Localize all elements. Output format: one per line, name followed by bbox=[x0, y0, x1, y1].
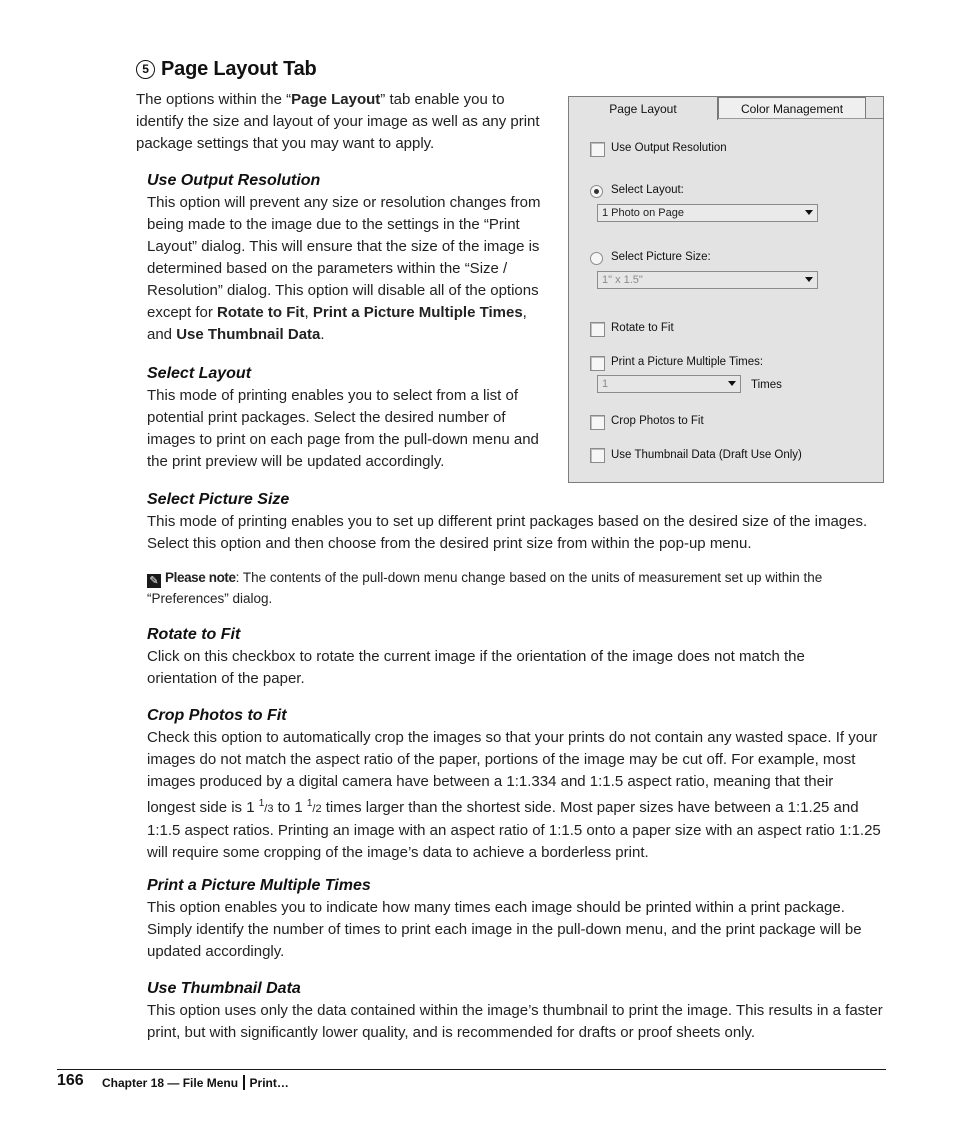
para-use-output-resolution: This option will prevent any size or resolution changes from being made to the image due to the settings in the “Print Layout” dialog. This will ensure that the size of the image is determined based on the parameters within the “Size / Resolution” dialog. This option will disable all of the options except for Rotate to Fit, Print a Picture Multiple Times, and Use Thumbnail Data. bbox=[147, 194, 541, 343]
use-output-resolution-checkbox[interactable] bbox=[590, 142, 605, 157]
select-layout-label: Select Layout: bbox=[611, 184, 684, 196]
crop-photos-checkbox[interactable] bbox=[590, 415, 605, 430]
section-number-badge: 5 bbox=[136, 60, 155, 79]
crop-photos-label: Crop Photos to Fit bbox=[611, 415, 704, 427]
page-title bbox=[136, 58, 317, 81]
select-picture-size-radio[interactable] bbox=[590, 252, 603, 265]
multiple-times-dropdown[interactable]: 1 bbox=[597, 375, 741, 393]
chevron-down-icon bbox=[805, 210, 813, 215]
intro-paragraph: The options within the “Page Layout” tab enable you to identify the size and layout of your image as well as any print package settings that you may want to apply. bbox=[136, 91, 540, 152]
heading-select-picture-size: Select Picture Size bbox=[147, 491, 290, 508]
use-thumbnail-checkbox[interactable] bbox=[590, 448, 605, 463]
para-use-thumbnail-data: This option uses only the data contained within the image’s thumbnail to print the image. This results in a faster print, but with significantly lower quality, and is recommended for drafts or proof sheets only. bbox=[147, 1002, 883, 1041]
select-picture-size-label: Select Picture Size: bbox=[611, 251, 711, 263]
tab-page-layout[interactable]: Page Layout bbox=[569, 97, 718, 120]
rotate-to-fit-checkbox[interactable] bbox=[590, 322, 605, 337]
heading-use-thumbnail-data: Use Thumbnail Data bbox=[147, 980, 301, 997]
para-rotate-to-fit: Click on this checkbox to rotate the current image if the orientation of the image does not match the orientation of the paper. bbox=[147, 648, 805, 687]
select-layout-radio[interactable] bbox=[590, 185, 603, 198]
footer-separator bbox=[243, 1075, 245, 1090]
heading-print-multiple-times: Print a Picture Multiple Times bbox=[147, 877, 371, 894]
please-note: ✎ Please note: The contents of the pull-down menu change based on the units of measurement set up within the “Preferences” dialog. bbox=[147, 570, 823, 606]
footer-breadcrumb: Chapter 18 — File Menu Print… bbox=[102, 1076, 289, 1090]
print-multiple-label: Print a Picture Multiple Times: bbox=[611, 356, 764, 368]
rotate-to-fit-label: Rotate to Fit bbox=[611, 322, 674, 334]
intro-bold: Page Layout bbox=[291, 91, 381, 108]
footer-divider bbox=[57, 1069, 886, 1070]
page-number: 166 bbox=[57, 1072, 84, 1089]
heading-rotate-to-fit: Rotate to Fit bbox=[147, 626, 241, 643]
layout-dropdown[interactable]: 1 Photo on Page bbox=[597, 204, 818, 222]
print-multiple-checkbox[interactable] bbox=[590, 356, 605, 371]
para-select-picture-size: This mode of printing enables you to set up different print packages based on the desired size of the images. Select this option and then choose from the desired print size from within the pop-up menu. bbox=[147, 513, 868, 552]
para-crop-photos-to-fit: Check this option to automatically crop the images so that your prints do not contain any wasted space. If your images do not match the aspect ratio of the paper, portions of the image may be cut off. For example, most images produced by a digital camera have between a 1:1.334 and 1:1.5 aspect ratio, meaning that their longest side is 1 $^1$/3 to 1 $^1$/2 times larger than the shortest side. Most paper sizes have between a 1:1.25 and 1:1.5 aspect ratios. Printing an image with an aspect ratio of 1:1.5 onto a paper size with an aspect ratio 1:1.25 will require some cropping of the image’s data to achieve a borderless print. bbox=[147, 729, 881, 861]
heading-use-output-resolution: Use Output Resolution bbox=[147, 172, 321, 189]
use-output-resolution-label: Use Output Resolution bbox=[611, 142, 727, 154]
tab-bar bbox=[569, 97, 883, 121]
times-label: Times bbox=[751, 379, 782, 391]
use-thumbnail-label: Use Thumbnail Data (Draft Use Only) bbox=[611, 449, 802, 461]
tab-divider bbox=[866, 118, 883, 119]
para-select-layout: This mode of printing enables you to select from a list of potential print packages. Select the desired number of images to print on each page from the pull-down menu and the print preview will be updated accordingly. bbox=[147, 387, 539, 470]
pencil-icon: ✎ bbox=[147, 574, 161, 588]
picture-size-dropdown[interactable]: 1" x 1.5" bbox=[597, 271, 818, 289]
heading-crop-photos-to-fit: Crop Photos to Fit bbox=[147, 707, 287, 724]
heading-select-layout: Select Layout bbox=[147, 365, 252, 382]
para-print-multiple-times: This option enables you to indicate how many times each image should be printed within a print package. Simply identify the number of times to print each image in the pull-down menu, and the print package will be updated accordingly. bbox=[147, 899, 862, 960]
section-title-text: Page Layout Tab bbox=[161, 58, 317, 80]
radio-selected-dot bbox=[594, 189, 599, 194]
tab-color-management[interactable]: Color Management bbox=[718, 97, 866, 119]
chevron-down-icon bbox=[805, 277, 813, 282]
chevron-down-icon bbox=[728, 381, 736, 386]
print-layout-dialog bbox=[568, 96, 884, 483]
